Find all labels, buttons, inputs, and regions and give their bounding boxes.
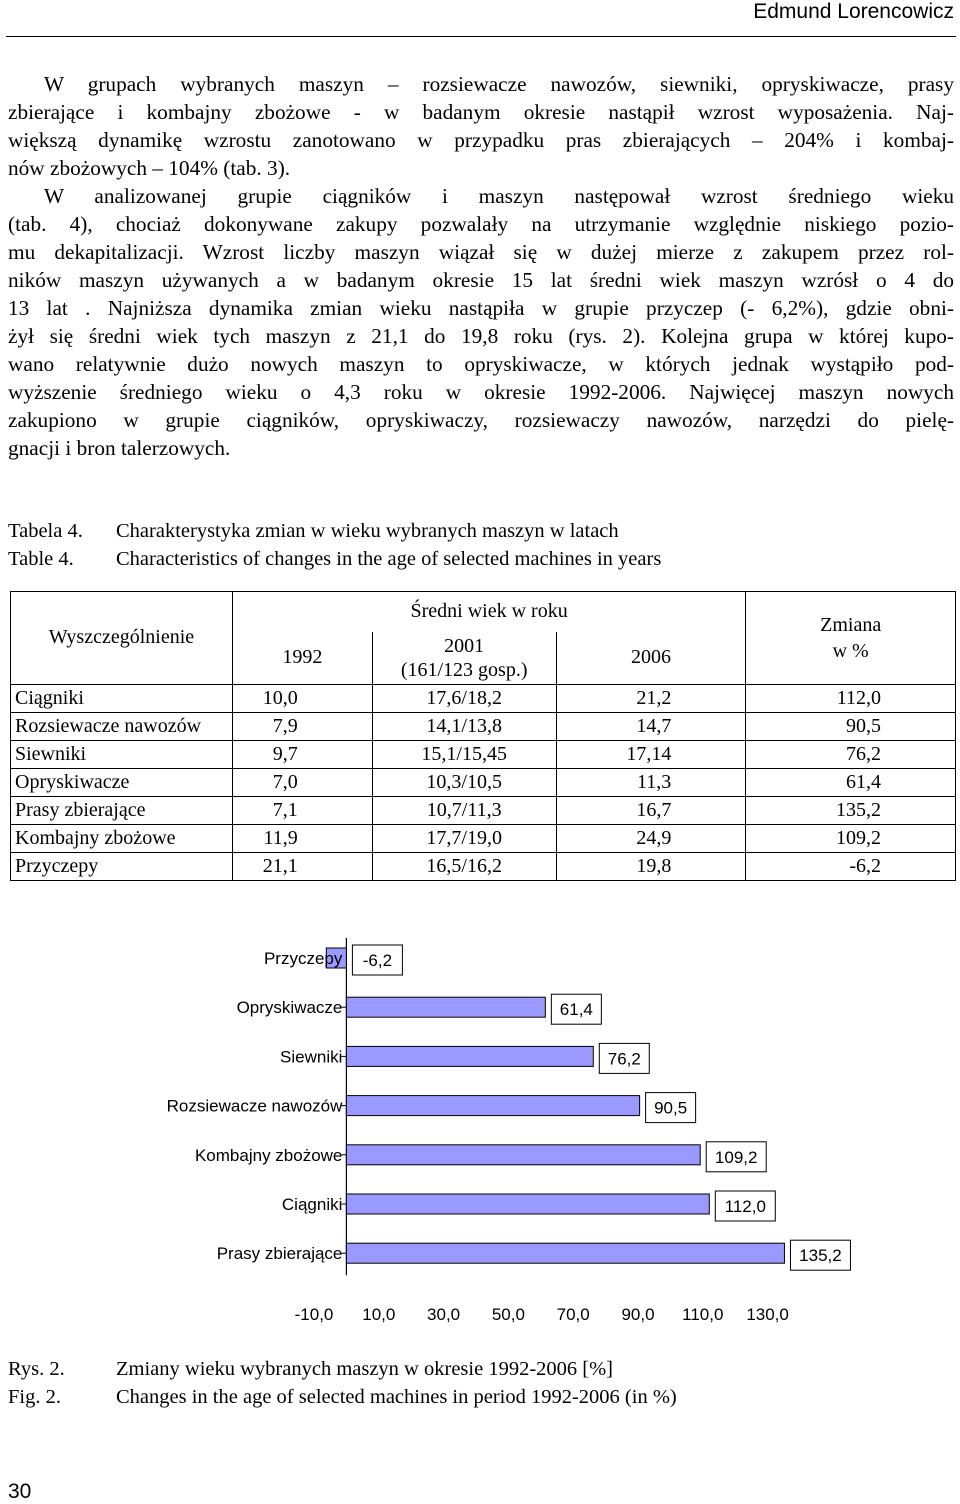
age-change-bar-chart bbox=[0, 930, 960, 1340]
x-tick-label: 50,0 bbox=[491, 1305, 525, 1324]
cell-2006: 11,3 bbox=[556, 768, 746, 796]
x-tick-label: 10,0 bbox=[362, 1305, 396, 1324]
paragraph-line: większą dynamikę wzrostu zanotowano w przypadku pras zbierających – 204% i kombaj- bbox=[8, 128, 954, 152]
x-tick-label: 130,0 bbox=[746, 1305, 789, 1324]
cell-1992: 7,0 bbox=[232, 768, 372, 796]
page-number: 30 bbox=[8, 1480, 32, 1503]
data-label: 109,2 bbox=[714, 1147, 758, 1167]
row-name: Przyczepy bbox=[11, 852, 233, 880]
row-name: Prasy zbierające bbox=[11, 796, 233, 824]
body-paragraph bbox=[8, 70, 954, 462]
table-caption-en bbox=[8, 545, 661, 573]
cell-1992: 11,9 bbox=[232, 824, 372, 852]
category-label: Prasy zbierające bbox=[216, 1244, 343, 1264]
category-label: Rozsiewacze nawozów bbox=[166, 1096, 343, 1116]
row-name: Ciągniki bbox=[11, 684, 233, 712]
table-row bbox=[11, 824, 956, 852]
figure-caption-pl bbox=[8, 1355, 613, 1383]
x-tick-label: 70,0 bbox=[556, 1305, 590, 1324]
col-header-1992: 1992 bbox=[232, 632, 372, 685]
table-row bbox=[11, 796, 956, 824]
data-label: 135,2 bbox=[799, 1246, 842, 1266]
paragraph-line: wyższenie średniego wieku o 4,3 roku w okresie 1992-2006. Najwięcej maszyn nowych bbox=[8, 380, 954, 404]
col-header-change bbox=[746, 592, 956, 685]
category-label: Kombajny zbożowe bbox=[194, 1145, 343, 1165]
row-name: Kombajny zbożowe bbox=[11, 824, 233, 852]
col-header-change-line2: w % bbox=[832, 639, 869, 662]
x-tick-label: 90,0 bbox=[621, 1305, 655, 1324]
row-name: Rozsiewacze nawozów bbox=[11, 712, 233, 740]
category-label: Opryskiwacze bbox=[236, 998, 343, 1018]
col-header-2006: 2006 bbox=[556, 632, 746, 685]
running-header-author: Edmund Lorencowicz bbox=[753, 0, 954, 23]
data-label: -6,2 bbox=[362, 951, 393, 970]
table-caption-pl-label: Tabela 4. bbox=[8, 520, 83, 542]
paragraph-line: zbierające i kombajny zbożowe - w badanym okresie nastąpił wzrost wyposażenia. Naj- bbox=[8, 100, 954, 124]
cell-1992: 10,0 bbox=[232, 684, 372, 712]
col-header-group: Średni wiek w roku bbox=[232, 592, 745, 632]
bar bbox=[346, 1096, 639, 1116]
figure-caption-en bbox=[8, 1383, 677, 1411]
data-label: 112,0 bbox=[724, 1197, 766, 1216]
table-caption-pl bbox=[8, 517, 619, 545]
cell-2006: 21,2 bbox=[556, 684, 746, 712]
paragraph-line: nów zbożowych – 104% (tab. 3). bbox=[8, 156, 291, 180]
paragraph-line: gnacji i bron talerzowych. bbox=[8, 436, 231, 460]
cell-2001: 16,5/16,2 bbox=[372, 852, 556, 880]
paragraph-line: wano relatywnie dużo nowych maszyn to opryskiwacze, w których jednak wystąpiło pod- bbox=[8, 352, 954, 376]
col-header-2001 bbox=[372, 632, 556, 685]
paragraph-line: żył się średni wiek tych maszyn z 21,1 do 19,8 roku (rys. 2). Kolejna grupa w której kupo- bbox=[8, 324, 954, 348]
col-header-change-line1: Zmiana bbox=[820, 613, 882, 636]
cell-change: 135,2 bbox=[746, 796, 956, 824]
figure-caption-en-label: Fig. 2. bbox=[8, 1386, 61, 1408]
table-row bbox=[11, 768, 956, 796]
table-row bbox=[11, 852, 956, 880]
cell-2006: 19,8 bbox=[556, 852, 746, 880]
cell-1992: 9,7 bbox=[232, 740, 372, 768]
category-label: Siewniki bbox=[280, 1047, 343, 1067]
table-caption-pl-text: Charakterystyka zmian w wieku wybranych maszyn w latach bbox=[116, 520, 619, 542]
data-label: 76,2 bbox=[607, 1049, 641, 1069]
category-label: Ciągniki bbox=[281, 1195, 343, 1214]
cell-2001: 10,3/10,5 bbox=[372, 768, 556, 796]
cell-2001: 15,1/15,45 bbox=[372, 740, 556, 768]
figure-caption-pl-label: Rys. 2. bbox=[8, 1358, 65, 1380]
data-label: 61,4 bbox=[559, 1000, 593, 1020]
cell-1992: 21,1 bbox=[232, 852, 372, 880]
cell-2001: 14,1/13,8 bbox=[372, 712, 556, 740]
paragraph-line: mu dekapitalizacji. Wzrost liczby maszyn wiązał się w dużej mierze z zakupem przez rol- bbox=[8, 240, 954, 264]
col-header-2001-sub: (161/123 gosp.) bbox=[400, 658, 528, 681]
cell-1992: 7,9 bbox=[232, 712, 372, 740]
cell-2001: 10,7/11,3 bbox=[372, 796, 556, 824]
paragraph-line: ników maszyn używanych a w badanym okresie 15 lat średni wiek maszyn wzrósł o 4 do bbox=[8, 268, 954, 292]
cell-change: -6,2 bbox=[746, 852, 956, 880]
cell-2006: 14,7 bbox=[556, 712, 746, 740]
x-tick-label: 110,0 bbox=[682, 1305, 724, 1324]
table-caption-en-text: Characteristics of changes in the age of selected machines in years bbox=[116, 548, 662, 570]
cell-change: 76,2 bbox=[746, 740, 956, 768]
paragraph-line: 13 lat . Najniższa dynamika zmian wieku nastąpiła w grupie przyczep (- 6,2%), gdzie obni- bbox=[8, 296, 954, 320]
category-label: Przyczepy bbox=[263, 949, 343, 968]
cell-change: 61,4 bbox=[746, 768, 956, 796]
cell-2001: 17,7/19,0 bbox=[372, 824, 556, 852]
table-row bbox=[11, 740, 956, 768]
cell-change: 109,2 bbox=[746, 824, 956, 852]
paragraph-line: (tab. 4), chociaż dokonywane zakupy pozwalały na utrzymanie względnie niskiego pozio- bbox=[8, 212, 954, 236]
bar bbox=[346, 1046, 593, 1066]
bar bbox=[346, 997, 545, 1017]
bar bbox=[346, 1243, 784, 1263]
cell-2006: 24,9 bbox=[556, 824, 746, 852]
figure-caption-pl-text: Zmiany wieku wybranych maszyn w okresie 1992-2006 [%] bbox=[116, 1358, 613, 1380]
cell-1992: 7,1 bbox=[232, 796, 372, 824]
cell-change: 90,5 bbox=[746, 712, 956, 740]
col-header-item: Wyszczególnienie bbox=[11, 592, 233, 685]
table-caption-en-label: Table 4. bbox=[8, 548, 74, 570]
paragraph-line: W analizowanej grupie ciągników i maszyn następował wzrost średniego wieku bbox=[44, 184, 954, 208]
paragraph-line: W grupach wybranych maszyn – rozsiewacze nawozów, siewniki, opryskiwacze, prasy bbox=[44, 72, 954, 96]
table-row bbox=[11, 684, 956, 712]
machine-age-table bbox=[10, 591, 956, 881]
paragraph-line: zakupiono w grupie ciągników, opryskiwaczy, rozsiewaczy nawozów, narzędzi do pielę- bbox=[8, 408, 954, 432]
cell-change: 112,0 bbox=[746, 684, 956, 712]
figure-caption-en-text: Changes in the age of selected machines in period 1992-2006 (in %) bbox=[116, 1386, 677, 1408]
x-tick-label: 30,0 bbox=[427, 1305, 461, 1324]
x-tick-label: -10,0 bbox=[294, 1305, 334, 1324]
row-name: Siewniki bbox=[11, 740, 233, 768]
cell-2006: 17,14 bbox=[556, 740, 746, 768]
cell-2001: 17,6/18,2 bbox=[372, 684, 556, 712]
header-rule bbox=[6, 36, 956, 37]
row-name: Opryskiwacze bbox=[11, 768, 233, 796]
bar bbox=[346, 1145, 700, 1165]
bar bbox=[346, 1194, 709, 1214]
col-header-2001-year: 2001 bbox=[444, 634, 485, 657]
data-label: 90,5 bbox=[654, 1098, 688, 1118]
table-row bbox=[11, 712, 956, 740]
cell-2006: 16,7 bbox=[556, 796, 746, 824]
